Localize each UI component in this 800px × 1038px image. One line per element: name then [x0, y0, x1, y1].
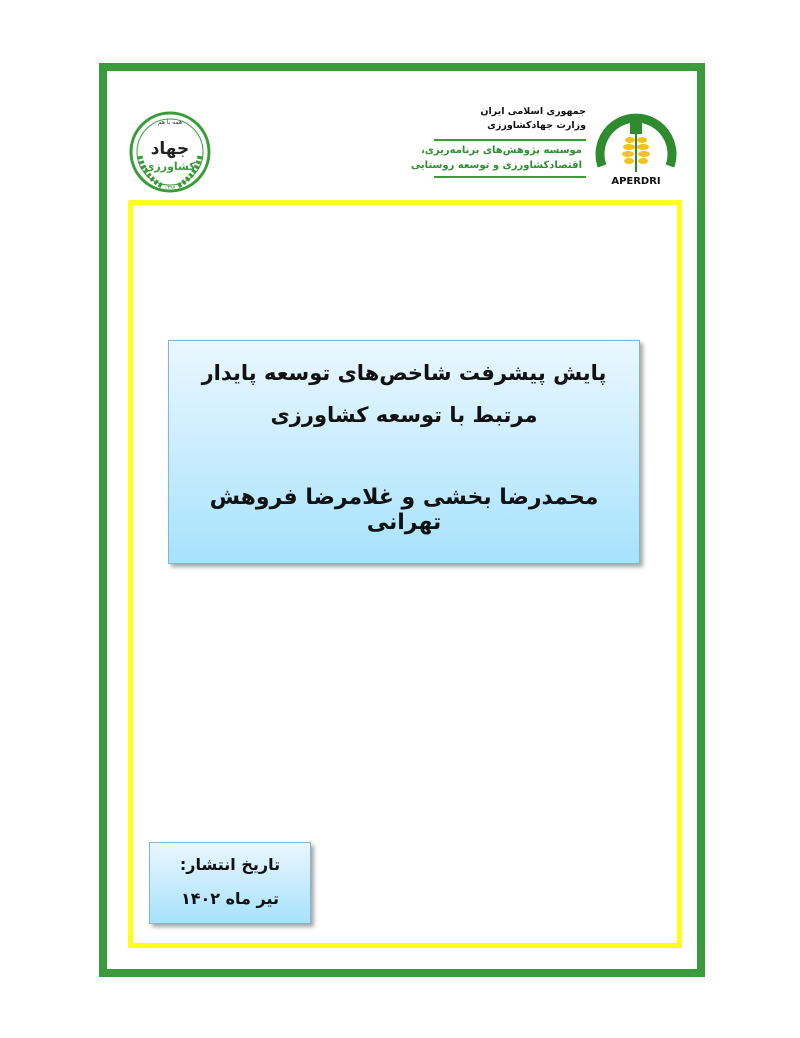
- ministry-header: [386, 105, 586, 178]
- title-line-2: مرتبط با توسعه کشاورزی: [270, 403, 538, 427]
- aperdri-logo: [594, 106, 678, 190]
- jahad-logo-word2: کشاورزی: [144, 160, 196, 173]
- title-box: [168, 340, 640, 564]
- jahad-logo-word1: جهاد: [150, 139, 190, 159]
- wheat-emblem-icon: [594, 106, 678, 190]
- publication-date-box: [149, 842, 311, 924]
- publication-date-label: تاریخ انتشار:: [179, 855, 281, 874]
- inner-yellow-frame: [128, 200, 682, 948]
- jahad-logo-top-text: همه با هم: [157, 119, 183, 126]
- institute-name-line1: موسسه پژوهش‌های برنامه‌ریزی،: [420, 145, 582, 156]
- aperdri-label: APERDRI: [611, 176, 661, 187]
- gov-name-line: جمهوری اسلامی ایران: [480, 106, 586, 117]
- jahad-logo-year: ۱۳۹۷: [164, 185, 176, 191]
- ministry-name-line: وزارت جهادکشاورزی: [487, 120, 586, 131]
- institute-name-line2: اقتصادکشاورزی و توسعه روستایی: [410, 160, 582, 171]
- jahad-keshavarzi-logo: [128, 110, 212, 194]
- jahad-logo-icon: [128, 110, 212, 194]
- title-line-1: پایش پیشرفت شاخص‌های توسعه پایدار: [201, 361, 607, 385]
- publication-date-value: تیر ماه ۱۴۰۲: [180, 889, 280, 908]
- institute-name-box: [410, 139, 586, 178]
- authors-line: محمدرضا بخشی و غلامرضا فروهش تهرانی: [209, 485, 599, 535]
